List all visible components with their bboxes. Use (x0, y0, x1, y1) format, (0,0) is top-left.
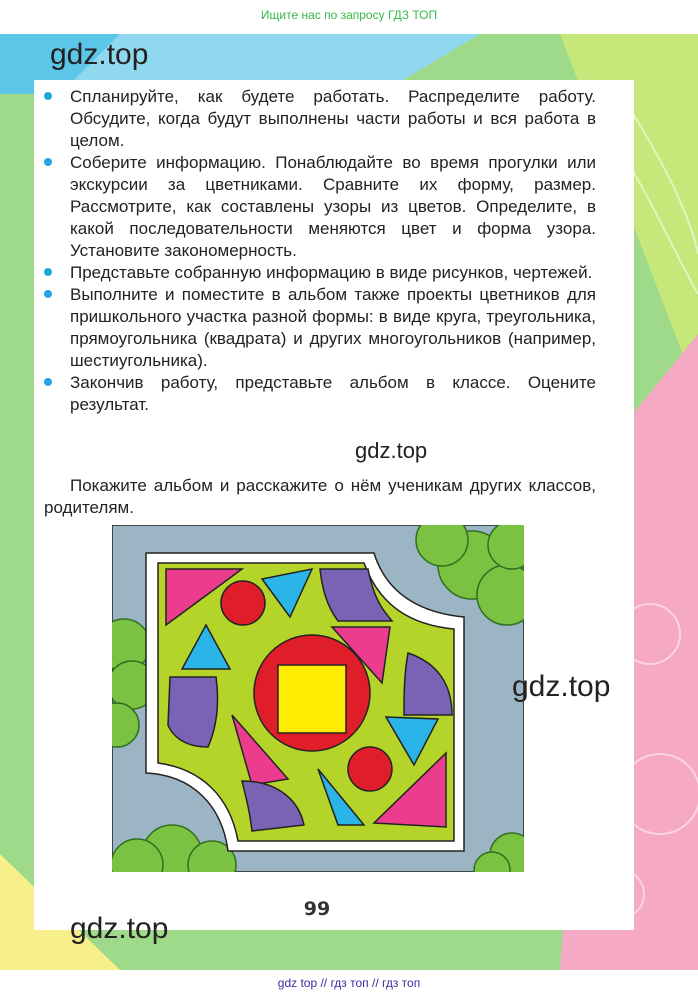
watermark: gdz.top (355, 438, 428, 463)
watermark: gdz.top (512, 670, 611, 703)
bullet-list (44, 86, 596, 416)
top-banner-text[interactable]: Ищите нас по запросу ГДЗ ТОП (260, 8, 438, 22)
list-item-text: Соберите информацию. Понаблюдайте во время прогулки или экскурсии за цветниками. Сравните их форму, размер. Рассмотрите, как составлены узоры из цветов. Определите, в какой последовательности меняются цвет и форма узора. Установите закономерность. (70, 153, 596, 260)
bullet-icon (44, 92, 52, 100)
watermark: gdz.top (50, 38, 149, 71)
bullet-icon (44, 268, 52, 276)
top-banner (0, 0, 698, 34)
footer-links[interactable]: gdz top // гдз топ // гдз топ (277, 976, 421, 990)
list-item-text: Закончив работу, представьте альбом в классе. Оцените результат. (70, 373, 596, 414)
list-item-text: Представьте собранную информацию в виде рисунков, чертежей. (70, 263, 593, 282)
list-item (44, 262, 596, 284)
closing-paragraph: Покажите альбом и расскажите о нём ученикам других классов, родителям. (44, 476, 596, 517)
flowerbed-illustration (112, 525, 524, 872)
list-item (44, 86, 596, 152)
footer-bar (0, 970, 698, 1001)
list-item-text: Спланируйте, как будете работать. Распределите работу. Обсудите, когда будут выполнены части работы и вся работа в целом. (70, 87, 596, 150)
page-number: 99 (303, 898, 331, 920)
bullet-icon (44, 158, 52, 166)
list-item (44, 372, 596, 416)
bullet-icon (44, 378, 52, 386)
watermark: gdz.top (70, 912, 169, 945)
list-item (44, 152, 596, 262)
list-item (44, 284, 596, 372)
bullet-icon (44, 290, 52, 298)
list-item-text: Выполните и поместите в альбом также проекты цветников для пришкольного участка разной формы: в виде круга, треугольника, прямоугольника (квадрата) и других многоугольников (например, шестиугольника). (70, 285, 596, 370)
